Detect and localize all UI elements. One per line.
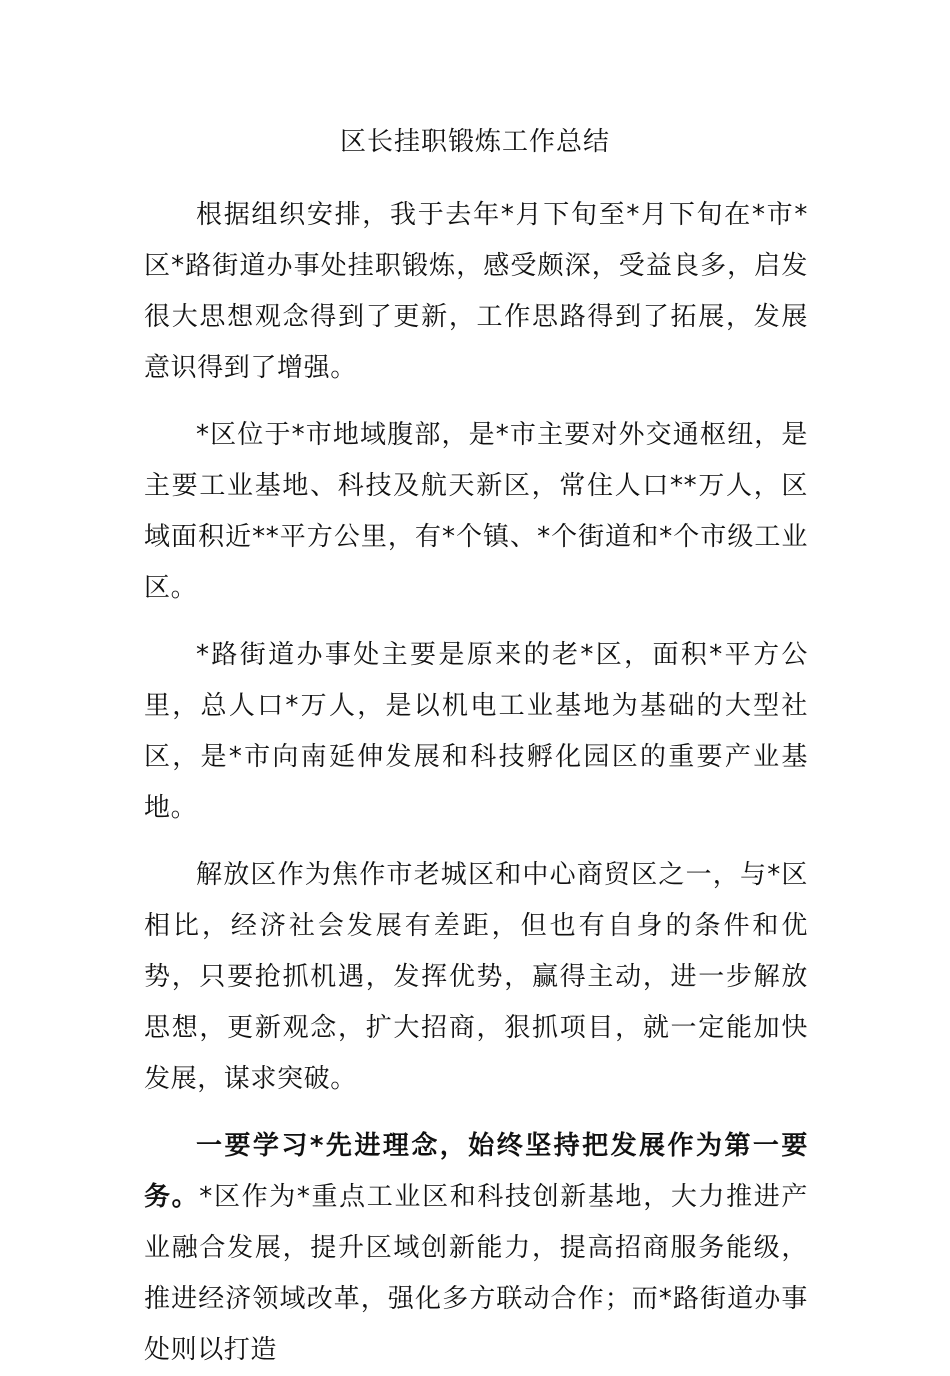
- paragraph-2: *区位于*市地域腹部，是*市主要对外交通枢纽，是主要工业基地、科技及航天新区，常住人口**万人，区域面积近**平方公里，有*个镇、*个街道和*个市级工业区。: [144, 420, 808, 603]
- paragraph-4: 解放区作为焦作市老城区和中心商贸区之一，与*区相比，经济社会发展有差距，但也有自身的条件和优势，只要抢抓机遇，发挥优势，赢得主动，进一步解放思想，更新观念，扩大招商，狠抓项目，就一定能加快发展，谋求突破。: [144, 860, 808, 1094]
- paragraph-1: 根据组织安排，我于去年*月下旬至*月下旬在*市*区*路街道办事处挂职锻炼，感受颇深，受益良多，启发很大思想观念得到了更新，工作思路得到了拓展，发展意识得到了增强。: [144, 200, 808, 383]
- paragraph-3: *路街道办事处主要是原来的老*区，面积*平方公里，总人口*万人，是以机电工业基地为基础的大型社区，是*市向南延伸发展和科技孵化园区的重要产业基地。: [144, 640, 808, 823]
- section-1-heading: 一要学习*先进理念，始终坚持把发展作为第一要务。: [144, 1131, 808, 1212]
- document-body: [144, 190, 808, 1376]
- document-title: 区长挂职锻炼工作总结: [339, 127, 610, 157]
- section-1-text: *区作为*重点工业区和科技创新基地，大力推进产业融合发展，提升区域创新能力，提高招商服务能级，推进经济领域改革，强化多方联动合作；而*路街道办事处则以打造: [144, 1182, 808, 1365]
- section-1-paragraph: [144, 1121, 808, 1376]
